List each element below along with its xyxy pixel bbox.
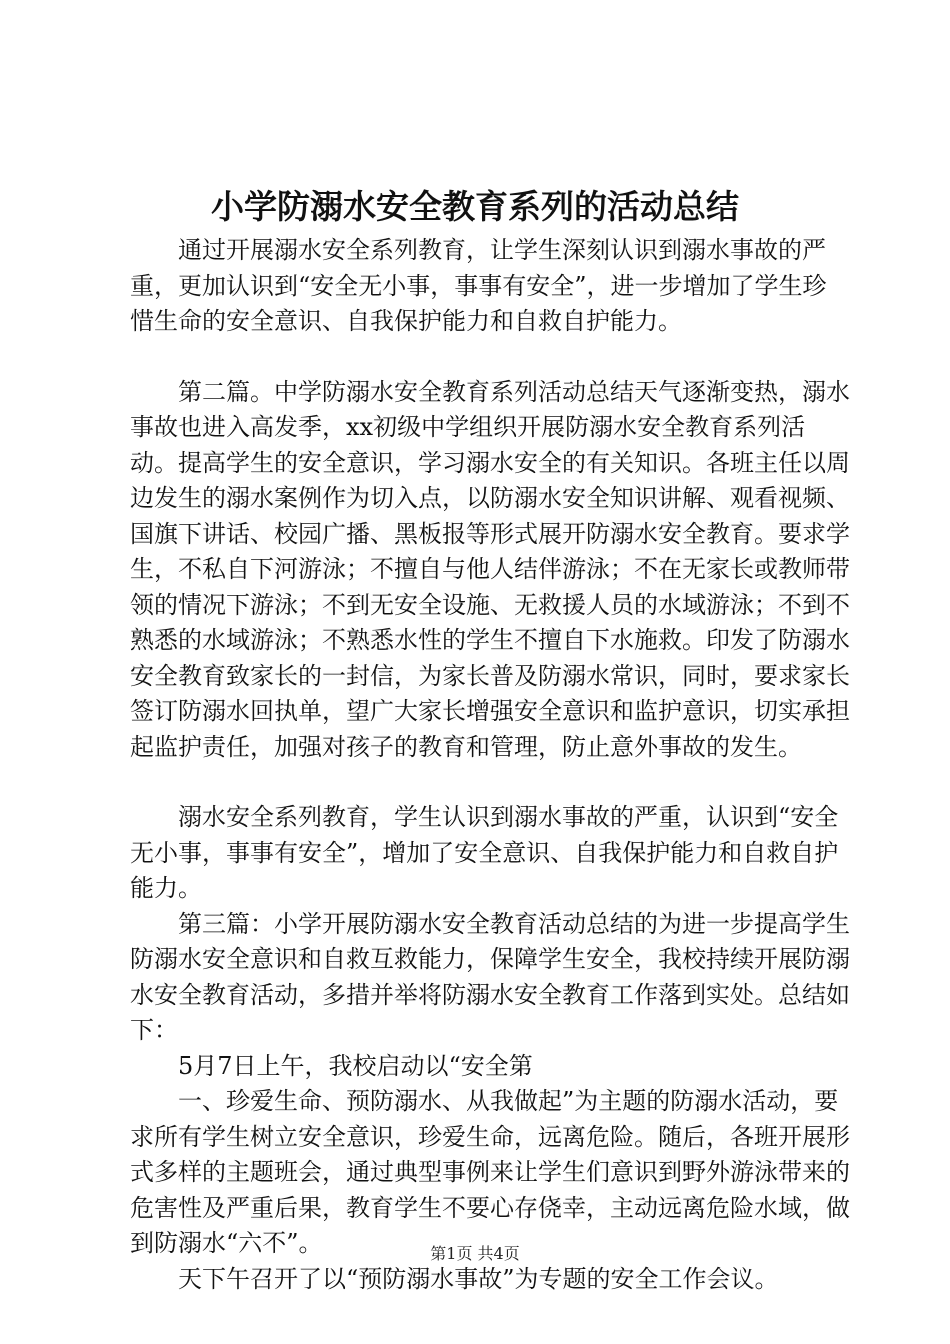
- paragraph: 第三篇：小学开展防溺水安全教育活动总结的为进一步提高学生防溺水安全意识和自救互救能力，保障学生安全，我校持续开展防溺水安全教育活动，多措并举将防溺水安全教育工作落到实处。总结如下：: [130, 909, 850, 1044]
- paragraph: 一、珍爱生命、预防溺水、从我做起”为主题的防溺水活动，要求所有学生树立安全意识，珍爱生命，远离危险。随后，各班开展形式多样的主题班会，通过典型事例来让学生们意识到野外游泳带来的危害性及严重后果，教育学生不要心存侥幸，主动远离危险水域，做到防溺水“六不”。: [130, 1087, 850, 1257]
- page-number-footer: 第1页 共4页: [430, 1244, 520, 1263]
- document-title: 小学防溺水安全教育系列的活动总结: [211, 187, 739, 226]
- paragraph: 5月7日上午，我校启动以“安全第: [178, 1051, 533, 1080]
- paragraph-gap: [130, 340, 850, 375]
- document-body: [130, 233, 850, 1297]
- paragraph: 第二篇。中学防溺水安全教育系列活动总结天气逐渐变热，溺水事故也进入高发季，xx初级中学组织开展防溺水安全教育系列活动。提高学生的安全意识，学习溺水安全的有关知识。各班主任以周边发生的溺水案例作为切入点，以防溺水安全知识讲解、观看视频、国旗下讲话、校园广播、黑板报等形式展开防溺水安全教育。要求学生，不私自下河游泳；不擅自与他人结伴游泳；不在无家长或教师带领的情况下游泳；不到无安全设施、无救援人员的水域游泳；不到不熟悉的水域游泳；不熟悉水性的学生不擅自下水施救。印发了防溺水安全教育致家长的一封信，为家长普及防溺水常识，同时，要求家长签订防溺水回执单，望广大家长增强安全意识和监护意识，切实承担起监护责任，加强对孩子的教育和管理，防止意外事故的发生。: [130, 377, 850, 761]
- paragraph: 天下午召开了以“预防溺水事故”为专题的安全工作会议。: [178, 1264, 779, 1293]
- paragraph: 通过开展溺水安全系列教育，让学生深刻认识到溺水事故的严重，更加认识到“安全无小事，事事有安全”，进一步增加了学生珍惜生命的安全意识、自我保护能力和自救自护能力。: [130, 236, 827, 335]
- paragraph: 溺水安全系列教育，学生认识到溺水事故的严重，认识到“安全无小事，事事有安全”，增加了安全意识、自我保护能力和自救自护能力。: [130, 803, 839, 902]
- paragraph-gap: [130, 765, 850, 800]
